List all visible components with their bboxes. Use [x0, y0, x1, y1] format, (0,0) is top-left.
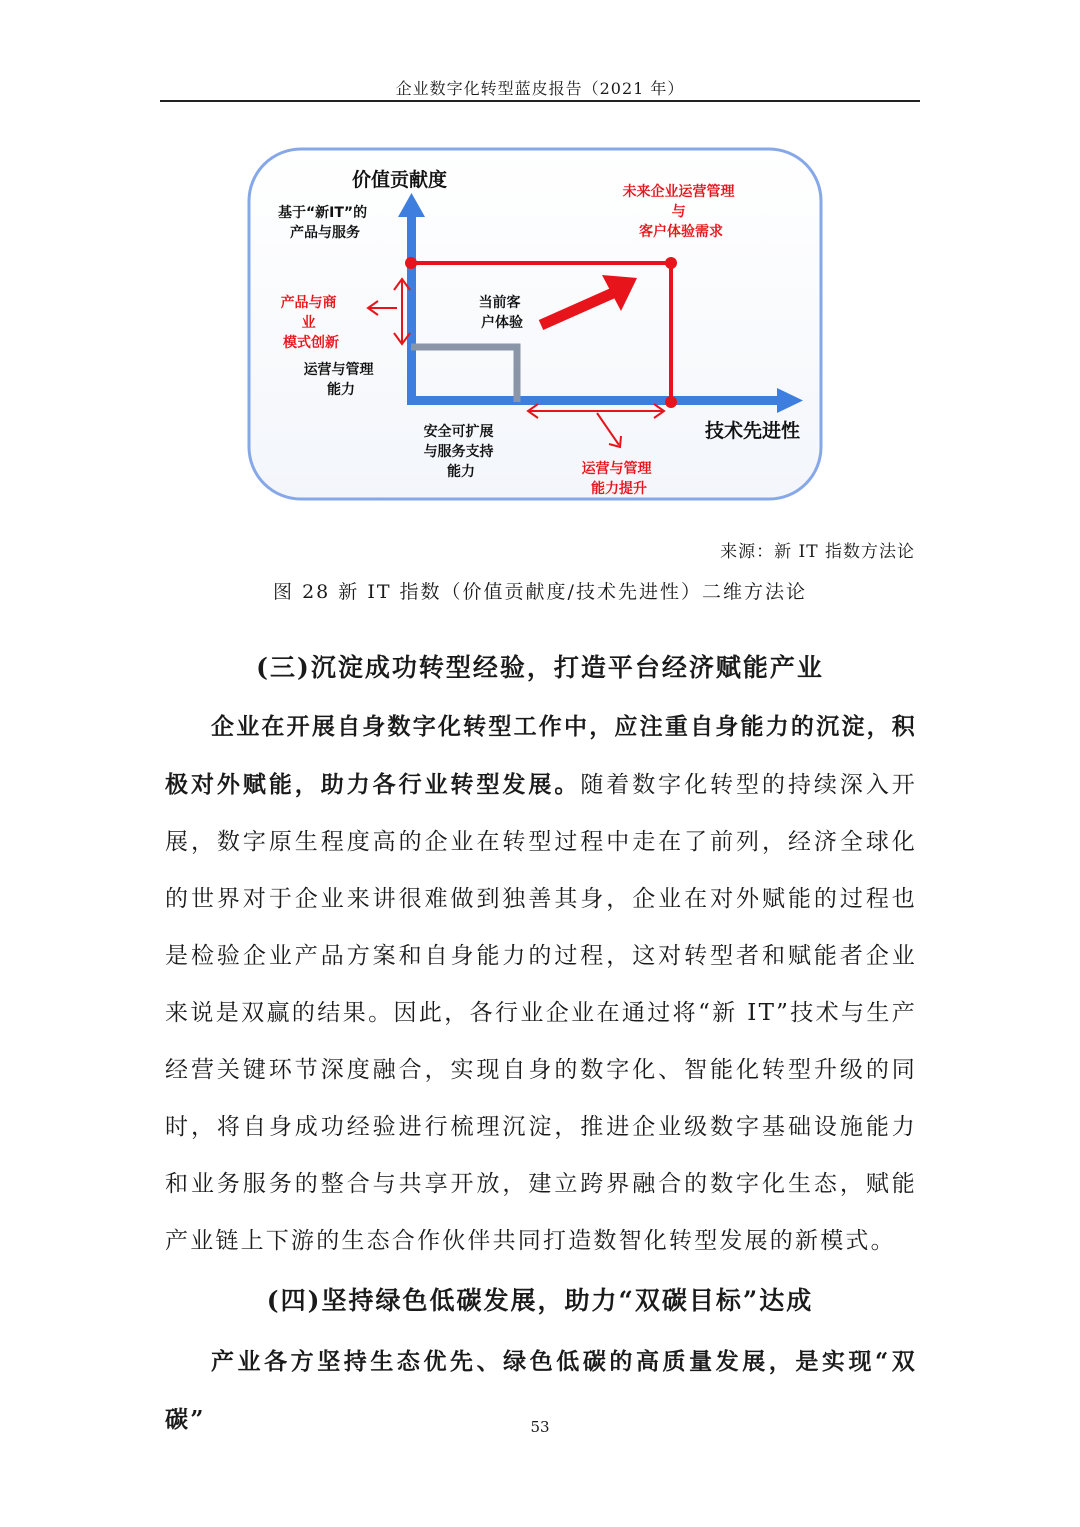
diagram-frame: [249, 149, 821, 499]
label-current-experience: 当前客 户体验: [478, 295, 523, 331]
figure-caption: 图 28 新 IT 指数（价值贡献度/技术先进性）二维方法论: [273, 581, 807, 603]
label-future-needs: 未来企业运营管理 与 客户体验需求: [622, 184, 735, 240]
section-4-heading: (四)坚持绿色低碳发展，助力“双碳目标”达成: [266, 1286, 814, 1315]
x-axis-label: 技术先进性: [705, 420, 801, 442]
label-operations-upgrade: 运营与管理 能力提升: [581, 461, 652, 497]
page-number: 53: [530, 1418, 550, 1436]
label-business-innovation: 产品与商 业 模式创新: [280, 295, 339, 351]
running-header: 企业数字化转型蓝皮报告（2021 年）: [395, 79, 685, 98]
section-3-heading: (三)沉淀成功转型经验，打造平台经济赋能产业: [256, 653, 824, 682]
figure-source: 来源：新 IT 指数方法论: [720, 542, 915, 562]
x-axis: [407, 396, 779, 405]
label-products-services: 基于“新IT”的 产品与服务: [277, 205, 368, 241]
section-4-lead: 产业各方坚持生态优先、绿色低碳的高质量发展，是实现“双碳”: [165, 1348, 917, 1433]
y-axis-label: 价值贡献度: [352, 169, 448, 191]
y-axis: [407, 215, 416, 405]
section-3-lead: 企业在开展自身数字化转型工作中，应注重自身能力的沉淀，积极对外赋能，助力各行业转型发展。: [165, 713, 917, 798]
section-3-body: [165, 698, 917, 1270]
it-index-diagram: [245, 145, 825, 505]
future-corner-dot: [665, 396, 677, 408]
future-corner-dot: [665, 257, 677, 269]
header-divider: [160, 100, 920, 102]
future-corner-dot: [405, 257, 417, 269]
section-3-paragraph: [165, 698, 917, 1270]
label-operations-capability: 运营与管理 能力: [303, 362, 374, 398]
label-security-support: 安全可扩展 与服务支持 能力: [423, 424, 494, 480]
section-3-content: 随着数字化转型的持续深入开展，数字原生程度高的企业在转型过程中走在了前列，经济全球化的世界对于企业来讲很难做到独善其身，企业在对外赋能的过程也是检验企业产品方案和自身能力的过程，这对转型者和赋能者企业来说是双赢的结果。因此，各行业企业在通过将“新 IT”技术与生产经营关键环节深度融合，实现自身的数字化、智能化转型升级的同时，将自身成功经验进行梳理沉淀，推进企业级数字基础设施能力和业务服务的整合与共享开放，建立跨界融合的数字化生态，赋能产业链上下游的生态合作伙伴共同打造数智化转型发展的新模式。: [165, 772, 917, 1254]
